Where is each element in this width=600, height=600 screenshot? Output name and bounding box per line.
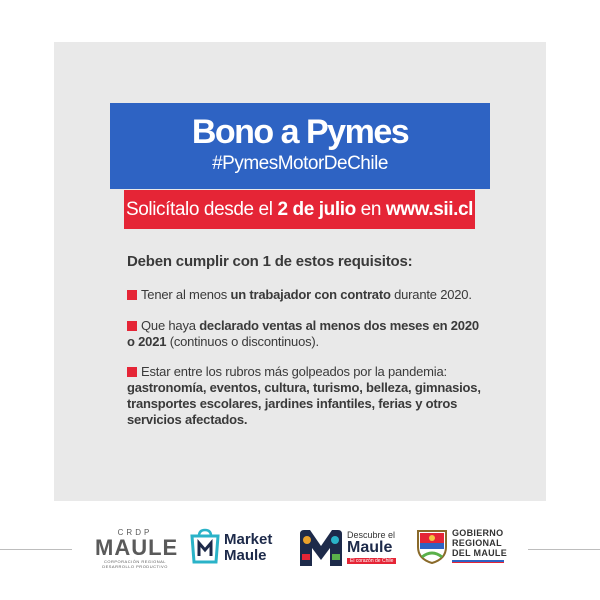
- descubre-line2: Maule: [347, 539, 393, 556]
- crdp-label: CRDP: [117, 528, 153, 537]
- bullet-icon: [127, 290, 137, 300]
- requirements-heading: Deben cumplir con 1 de estos requisitos:: [127, 253, 413, 270]
- cta-date: 2 de julio: [277, 199, 356, 220]
- descubre-maule-logo: [298, 524, 403, 574]
- requirement-item: [127, 287, 487, 303]
- market-line1: Market: [224, 531, 273, 548]
- requirement-text: durante 2020.: [390, 287, 472, 302]
- footer-divider: [528, 549, 600, 550]
- requirement-text: (continuos o discontinuos).: [166, 334, 319, 349]
- hashtag: #PymesMotorDeChile: [212, 153, 388, 174]
- requirement-bold: declarado ventas al menos dos meses en 2020 o 2021: [127, 318, 479, 349]
- crdp-sub: CORPORACIÓN REGIONAL: [103, 559, 166, 564]
- requirement-text: Que haya: [141, 318, 200, 333]
- requirement-bold: gastronomía, eventos, cultura, turismo, belleza, gimnasios, transportes escolares, jardines infantiles, ferias y otros servicios afectados.: [127, 380, 481, 427]
- shopping-bag-icon: [190, 528, 220, 564]
- title-banner: [110, 103, 490, 189]
- requirement-text: Tener al menos: [141, 287, 231, 302]
- bullet-icon: [127, 321, 137, 331]
- cta-prefix: Solicítalo desde el: [125, 199, 278, 220]
- main-title: Bono a Pymes: [191, 113, 409, 151]
- crdp-name: MAULE: [95, 535, 179, 560]
- market-line2: Maule: [224, 547, 267, 564]
- cta-middle: en: [355, 199, 386, 220]
- footer-divider: [0, 549, 72, 550]
- crdp-sub: DESARROLLO PRODUCTIVO: [102, 564, 168, 569]
- requirement-item: [127, 318, 487, 350]
- descubre-tag: El corazón de Chile: [347, 558, 396, 564]
- gobierno-line2: REGIONAL: [452, 538, 502, 548]
- requirement-text: Estar entre los rubros más golpeados por la pandemia:: [141, 364, 447, 379]
- gobierno-regional-logo: [416, 524, 511, 574]
- descubre-line1: Descubre el: [347, 530, 396, 540]
- cta-site: www.sii.cl: [385, 199, 474, 220]
- maule-m-icon: [298, 528, 344, 568]
- requirement-item: [127, 364, 487, 428]
- regional-shield-icon: [416, 527, 448, 565]
- crdp-maule-logo: [95, 524, 179, 574]
- gobierno-line1: GOBIERNO: [452, 528, 504, 538]
- market-maule-logo: [190, 524, 290, 574]
- chile-flag-stripe: [452, 560, 504, 563]
- requirement-bold: un trabajador con contrato: [230, 287, 391, 302]
- bullet-icon: [127, 367, 137, 377]
- cta-banner: [124, 190, 475, 229]
- gobierno-line3: DEL MAULE: [452, 548, 508, 558]
